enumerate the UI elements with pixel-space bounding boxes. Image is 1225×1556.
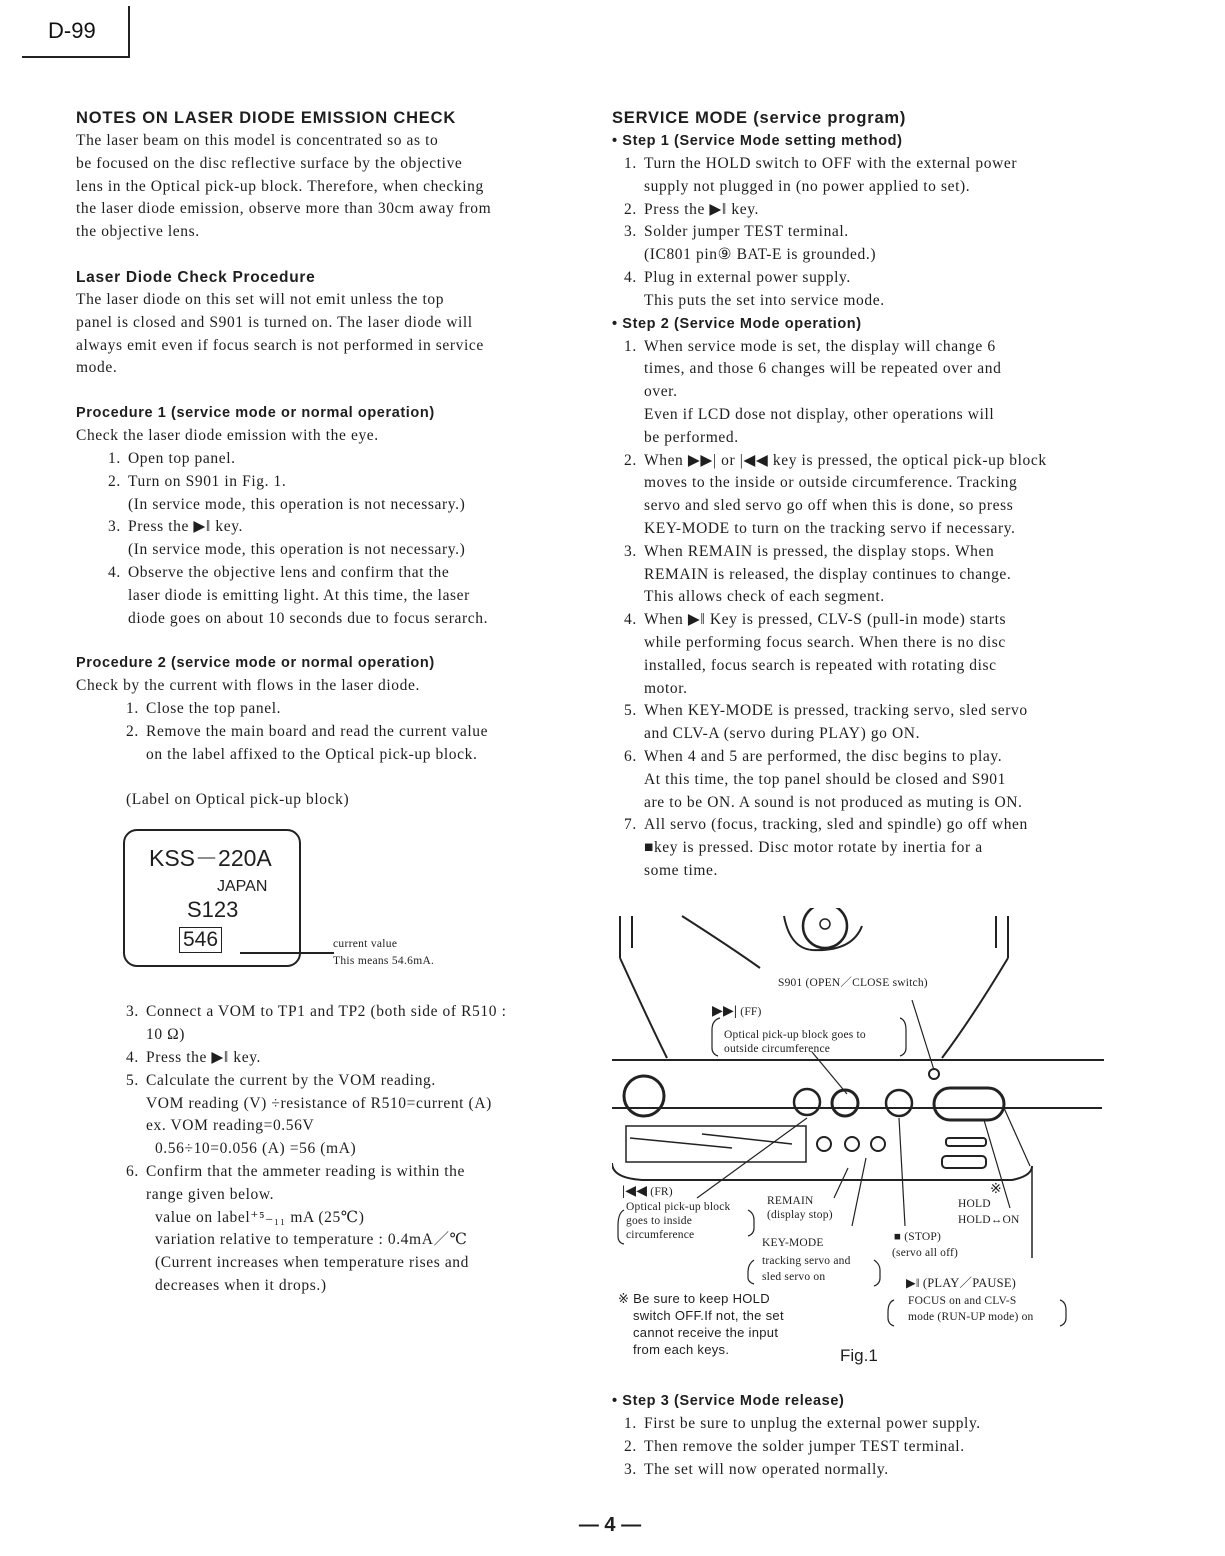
list-item: 2. Turn on S901 in Fig. 1. <box>108 472 287 490</box>
fr-desc-1: Optical pick-up block <box>626 1201 731 1213</box>
list-item: 3. When REMAIN is pressed, the display stops. When <box>624 542 995 560</box>
ldcp-line: mode. <box>76 359 118 377</box>
list-item-cont: motor. <box>644 679 688 697</box>
notes-line: be focused on the disc reflective surface by the objective <box>76 154 463 172</box>
keymode-desc-2: sled servo on <box>762 1271 826 1283</box>
ldcp-title: Laser Diode Check Procedure <box>76 268 316 286</box>
fr-label: |◀◀ (FR) <box>622 1184 673 1199</box>
ldcp-line: The laser diode on this set will not emit unless the top <box>76 290 445 308</box>
list-item: 2. Then remove the solder jumper TEST terminal. <box>624 1437 965 1455</box>
ldcp-line: panel is closed and S901 is turned on. The laser diode will <box>76 313 473 331</box>
notes-title: NOTES ON LASER DIODE EMISSION CHECK <box>76 109 457 127</box>
list-item-cont: diode goes on about 10 seconds due to focus serarch. <box>128 609 489 627</box>
procedure-2-steps-cont <box>76 1001 568 1297</box>
list-item: 4. When ▶‖ Key is pressed, CLV-S (pull-in mode) starts <box>624 611 1007 629</box>
list-item: 3. The set will now operated normally. <box>624 1460 889 1478</box>
step-1-title: • Step 1 (Service Mode setting method) <box>612 133 903 149</box>
step-2-title: • Step 2 (Service Mode operation) <box>612 315 862 332</box>
hold-mark: ※ <box>990 1182 1002 1197</box>
step-2-items <box>612 336 1102 883</box>
list-item-cont: range given below. <box>146 1185 275 1203</box>
list-item-cont: supply not plugged in (no power applied to set). <box>644 177 971 195</box>
service-mode-title: SERVICE MODE (service program) <box>612 109 907 127</box>
label-caption: (Label on Optical pick-up block) <box>126 790 350 808</box>
s901-label: S901 (OPEN／CLOSE switch) <box>778 977 928 989</box>
list-item-cont: (In service mode, this operation is not necessary.) <box>128 495 466 513</box>
step-3-items <box>612 1413 1102 1481</box>
procedure-2-intro: Check by the current with flows in the laser diode. <box>76 677 420 695</box>
list-item: 6. Confirm that the ammeter reading is within the <box>126 1162 466 1180</box>
label-serial: S123 <box>187 897 239 923</box>
fr-desc-3: circumference <box>626 1229 695 1241</box>
ff-label: ▶▶| (FF) <box>712 1004 762 1019</box>
step-3-title: • Step 3 (Service Mode release) <box>612 1393 845 1409</box>
list-item-cont: (In service mode, this operation is not necessary.) <box>128 541 466 559</box>
list-item: 1. Open top panel. <box>108 449 236 467</box>
list-item-cont: over. <box>644 383 678 401</box>
list-item-cont: 0.56÷10=0.056 (A) =56 (mA) <box>146 1140 357 1158</box>
list-item: 5. When KEY-MODE is pressed, tracking servo, sled servo <box>624 702 1028 720</box>
procedure-1-title: Procedure 1 (service mode or normal operation) <box>76 405 435 422</box>
hold-note: ※ Be sure to keep HOLD switch OFF.If not, the set cannot receive the input from each keys. <box>618 1291 784 1357</box>
list-item-cont: (Current increases when temperature rises and <box>146 1254 470 1272</box>
hold-label: HOLD <box>958 1198 991 1210</box>
list-item: 3. Press the ▶‖ key. <box>108 518 244 536</box>
procedure-2-title: Procedure 2 (service mode or normal operation) <box>76 655 435 672</box>
list-item-cont: ■key is pressed. Disc motor rotate by inertia for a <box>644 839 983 857</box>
play-desc-2: mode (RUN-UP mode) on <box>908 1311 1034 1323</box>
notes-line: the objective lens. <box>76 223 200 241</box>
list-item-cont: on the label affixed to the Optical pick-up block. <box>146 745 478 763</box>
label-note: current value This means 54.6mA. <box>333 938 435 967</box>
notes-line: lens in the Optical pick-up block. Therefore, when checking <box>76 177 484 195</box>
list-item-cont: variation relative to temperature : 0.4mA／℃ <box>146 1231 468 1249</box>
list-item-cont: times, and those 6 changes will be repeated over and <box>644 360 1002 378</box>
list-item: 1. When service mode is set, the display will change 6 <box>624 337 996 355</box>
list-item-cont: VOM reading (V) ÷resistance of R510=current (A) <box>146 1094 492 1112</box>
list-item-cont: moves to the inside or outside circumference. Tracking <box>644 474 1018 492</box>
list-item-cont: be performed. <box>644 428 739 446</box>
list-item-cont: some time. <box>644 861 719 879</box>
ff-desc-2: outside circumference <box>724 1043 831 1055</box>
list-item-cont: This puts the set into service mode. <box>644 291 885 309</box>
list-item: 2. When ▶▶| or |◀◀ key is pressed, the optical pick-up block <box>624 451 1047 469</box>
play-desc-1: FOCUS on and CLV-S <box>908 1295 1017 1307</box>
list-item-cont: (IC801 pin⑨ BAT-E is grounded.) <box>644 246 877 264</box>
label-country: JAPAN <box>217 878 268 896</box>
label-model: KSS－220A <box>149 845 272 872</box>
list-item-cont: This allows check of each segment. <box>644 588 885 606</box>
label-leader-line <box>240 952 334 954</box>
fr-icon: |◀◀ <box>622 1184 648 1199</box>
list-item: 6. When 4 and 5 are performed, the disc begins to play. <box>624 747 1003 765</box>
list-item-cont: KEY-MODE to turn on the tracking servo if necessary. <box>644 519 1016 537</box>
list-item-cont: installed, focus search is repeated with rotating disc <box>644 656 997 674</box>
step-3-section <box>612 1390 1102 1481</box>
page-tag <box>22 6 130 58</box>
list-item: 4. Observe the objective lens and confirm that the <box>108 563 450 581</box>
figure-1 <box>612 908 1104 1378</box>
list-item-cont: Even if LCD dose not display, other operations will <box>644 405 995 423</box>
list-item: 7. All servo (focus, tracking, sled and spindle) go off when <box>624 816 1028 834</box>
list-item: 3. Connect a VOM to TP1 and TP2 (both side of R510 : <box>126 1003 507 1021</box>
left-column <box>76 106 568 1298</box>
list-item: 5. Calculate the current by the VOM reading. <box>126 1071 436 1089</box>
list-item: 2. Press the ▶‖ key. <box>624 200 760 218</box>
list-item-cont: decreases when it drops.) <box>146 1276 327 1294</box>
procedure-2-steps <box>76 698 568 766</box>
list-item-cont: and CLV-A (servo during PLAY) go ON. <box>644 725 921 743</box>
stop-desc: (servo all off) <box>892 1247 959 1259</box>
remain-desc: (display stop) <box>767 1209 833 1221</box>
list-item-cont: ex. VOM reading=0.56V <box>146 1117 315 1135</box>
list-item: 1. Close the top panel. <box>126 700 282 718</box>
notes-line: the laser diode emission, observe more than 30cm away from <box>76 200 492 218</box>
ff-desc-1: Optical pick-up block goes to <box>724 1029 866 1041</box>
stop-label: ■ (STOP) <box>894 1231 941 1243</box>
hold-desc: HOLD↔ON <box>958 1214 1020 1226</box>
list-item-cont: while performing focus search. When there is no disc <box>644 633 1006 651</box>
play-label: ▶‖ (PLAY／PAUSE) <box>906 1276 1017 1290</box>
ldcp-line: always emit even if focus search is not performed in service <box>76 336 484 354</box>
list-item: 4. Press the ▶‖ key. <box>126 1048 262 1066</box>
ff-icon: ▶▶| <box>712 1004 738 1019</box>
notes-line: The laser beam on this model is concentrated so as to <box>76 132 439 149</box>
procedure-1-steps <box>76 448 568 630</box>
list-item: 1. First be sure to unplug the external power supply. <box>624 1415 981 1432</box>
list-item-cont: are to be ON. A sound is not produced as muting is ON. <box>644 793 1023 811</box>
list-item: 1. Turn the HOLD switch to OFF with the external power <box>624 155 1018 172</box>
label-current-value: 546 <box>179 927 222 953</box>
list-item-cont: laser diode is emitting light. At this time, the laser <box>128 586 470 604</box>
list-item: 3. Solder jumper TEST terminal. <box>624 223 849 241</box>
keymode-label: KEY-MODE <box>762 1237 824 1249</box>
step-1-items <box>612 153 1102 313</box>
procedure-1-intro: Check the laser diode emission with the eye. <box>76 427 379 445</box>
figure-caption: Fig.1 <box>840 1346 878 1365</box>
right-column <box>612 106 1102 883</box>
page-number: — 4 — <box>578 1514 642 1536</box>
page-tag-label: D-99 <box>48 18 96 43</box>
list-item-cont: servo and sled servo go off when this is done, so press <box>644 497 1014 515</box>
list-item-cont: At this time, the top panel should be closed and S901 <box>644 770 1006 788</box>
list-item: 2. Remove the main board and read the current value <box>126 722 489 740</box>
remain-label: REMAIN <box>767 1195 814 1207</box>
list-item-cont: value on label⁺⁵₋₁₁ mA (25℃) <box>146 1208 365 1226</box>
list-item-cont: REMAIN is released, the display continues to change. <box>644 565 1012 583</box>
pickup-label <box>123 829 301 967</box>
list-item: 4. Plug in external power supply. <box>624 268 851 286</box>
list-item-cont: 10 Ω) <box>146 1026 186 1044</box>
keymode-desc-1: tracking servo and <box>762 1255 851 1267</box>
fr-desc-2: goes to inside <box>626 1215 693 1227</box>
